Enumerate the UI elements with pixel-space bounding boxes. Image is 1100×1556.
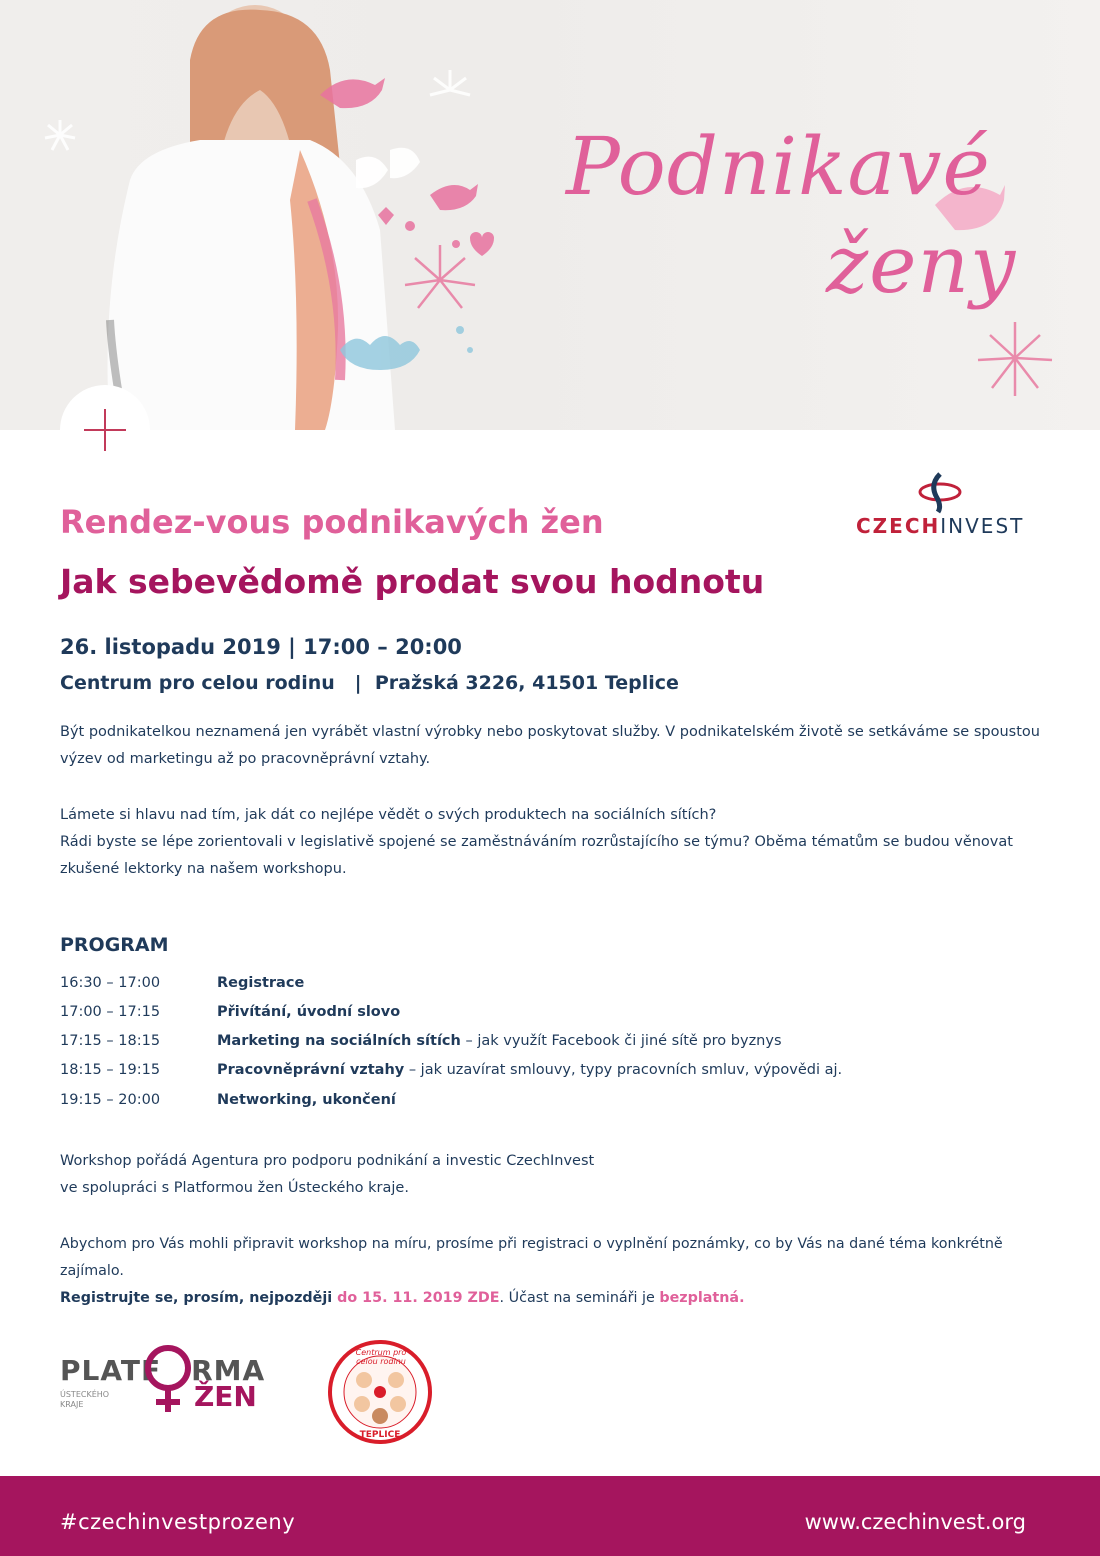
- centrum-rodina-logo: Centrum pro celou rodinu TEPLICE: [320, 1340, 440, 1444]
- hero-illustration: [0, 0, 1100, 430]
- organizer-line2: ve spolupráci s Platformou žen Ústeckého kraje.: [60, 1180, 409, 1196]
- intro-paragraph-2: [60, 802, 1050, 883]
- organizer-paragraph: [60, 1148, 1050, 1202]
- czechinvest-emblem-icon: [852, 470, 1032, 514]
- footer-bar: [0, 1476, 1100, 1556]
- program-time: 16:30 – 17:00: [60, 975, 161, 991]
- intro-p2-line3: zkušené lektorky na našem workshopu.: [60, 861, 347, 877]
- registration-cta: Registrujte se, prosím, nejpozději do 15. 11. 2019 ZDE. Účast na semináři je bezplatná.: [60, 1290, 745, 1306]
- program-time: 18:15 – 19:15: [60, 1062, 161, 1078]
- program-row: [60, 1004, 1060, 1028]
- czechinvest-logo: [852, 470, 1032, 540]
- program-title: Networking, ukončení: [217, 1092, 396, 1108]
- program-title: Pracovněprávní vztahy – jak uzavírat smlouvy, typy pracovních smluv, výpovědi aj.: [217, 1062, 843, 1078]
- program-row: [60, 1062, 1060, 1086]
- program-row: [60, 975, 1060, 999]
- czechinvest-wordmark: CZECHINVEST: [856, 514, 1025, 538]
- program-row: [60, 1033, 1060, 1057]
- footer-website-link[interactable]: www.czechinvest.org: [804, 1510, 1026, 1534]
- organizer-line1: Workshop pořádá Agentura pro podporu podnikání a investic CzechInvest: [60, 1153, 595, 1169]
- intro-paragraph-1: [60, 719, 1050, 773]
- intro-p1-line1: Být podnikatelkou neznamená jen vyrábět vlastní výrobky nebo poskytovat služby. V podnikatelském životě se setkáváme se spoustou: [60, 724, 1040, 740]
- intro-p2-line2: Rádi byste se lépe zorientovali v legislativě spojené se zaměstnáváním rozrůstajícího se týmu? Oběma tématům se budou věnovat: [60, 834, 1013, 850]
- intro-p1-line2: výzev od marketingu až po pracovněprávní vztahy.: [60, 751, 431, 767]
- program-title: Registrace: [217, 975, 305, 991]
- intro-p2-line1: Lámete si hlavu nad tím, jak dát co nejlépe vědět o svých produktech na sociálních sítích?: [60, 807, 717, 823]
- registration-link[interactable]: do 15. 11. 2019 ZDE: [332, 1290, 500, 1306]
- hero-banner: [0, 0, 1100, 430]
- event-datetime: 26. listopadu 2019 | 17:00 – 20:00: [60, 635, 462, 659]
- registration-paragraph: [60, 1231, 1050, 1312]
- program-heading: PROGRAM: [60, 934, 169, 956]
- program-time: 17:00 – 17:15: [60, 1004, 161, 1020]
- program-title: Marketing na sociálních sítích – jak využít Facebook či jiné sítě pro byznys: [217, 1033, 782, 1049]
- hero-title-line2: ženy: [826, 218, 1017, 311]
- hero-title-line1: Podnikavé: [566, 120, 991, 213]
- event-title: Jak sebevědomě prodat svou hodnotu: [60, 562, 765, 601]
- program-time: 19:15 – 20:00: [60, 1092, 161, 1108]
- registration-note: Abychom pro Vás mohli připravit workshop na míru, prosíme při registraci o vyplnění poznámky, co by Vás na dané téma konkrétně zajímalo.: [60, 1236, 1003, 1279]
- program-title: Přivítání, úvodní slovo: [217, 1004, 401, 1020]
- event-place: Centrum pro celou rodinu | Pražská 3226, 41501 Teplice: [60, 672, 679, 694]
- plus-badge: [60, 385, 150, 475]
- program-row: [60, 1092, 1060, 1116]
- event-series-title: Rendez-vous podnikavých žen: [60, 503, 604, 541]
- footer-hashtag[interactable]: #czechinvestprozeny: [60, 1510, 296, 1534]
- platforma-zen-logo: PLATF RMA ÚSTECKÉHO KRAJE ŽEN: [60, 1340, 270, 1420]
- female-symbol-icon: [138, 1340, 198, 1420]
- program-time: 17:15 – 18:15: [60, 1033, 161, 1049]
